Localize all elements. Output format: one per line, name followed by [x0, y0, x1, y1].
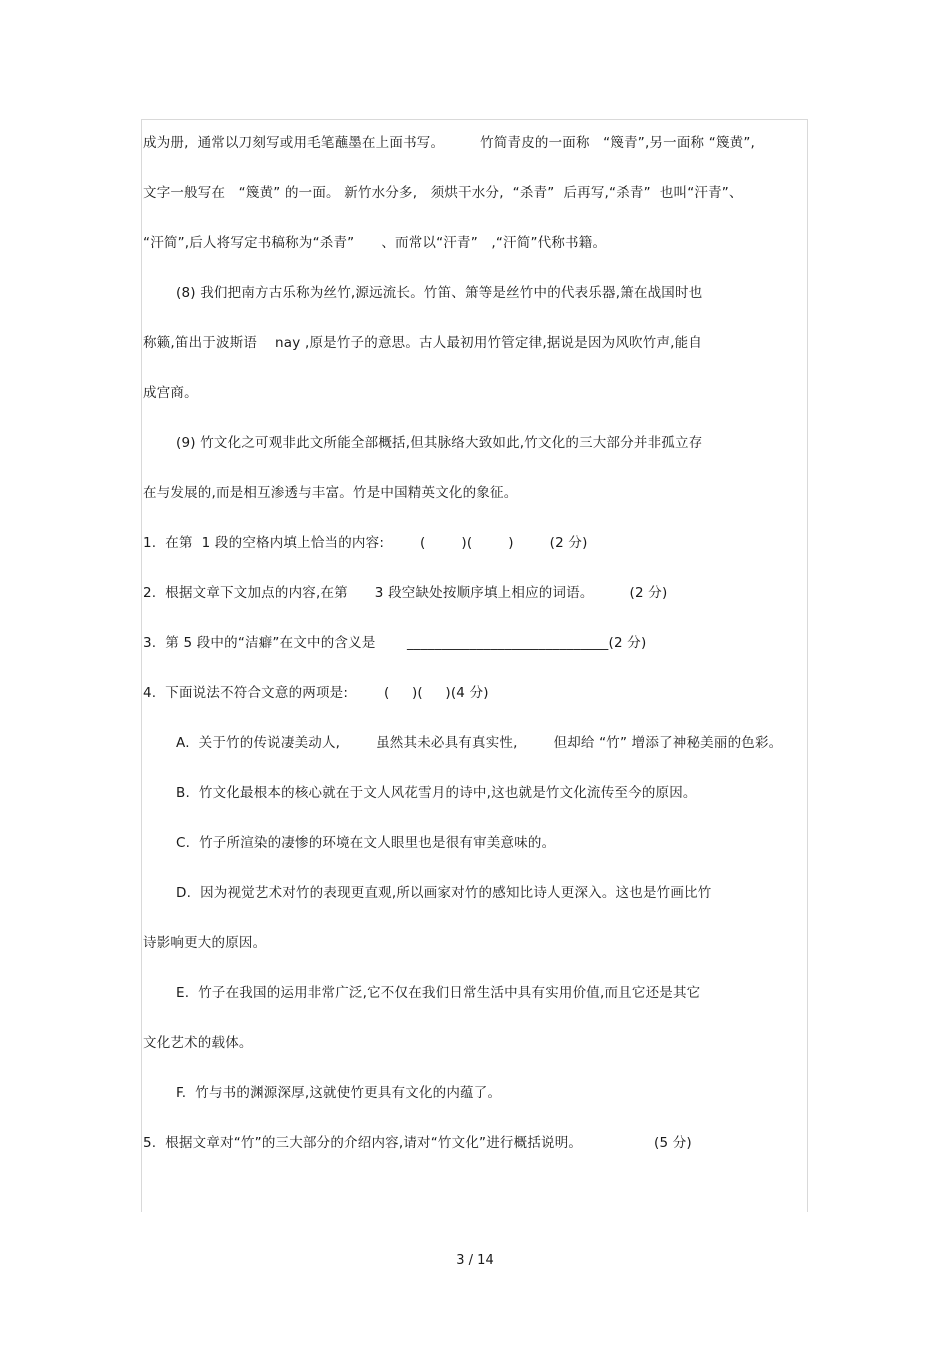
text-line: 成为册, 通常以刀刻写或用毛笔蘸墨在上面书写。 竹简青皮的一面称 “篾青”,另一面称 “篾黄”, [143, 135, 756, 151]
question-1: 1. 在第 1 段的空格内填上恰当的内容: ( )( ) (2 分) [143, 535, 588, 551]
text-line: 文化艺术的载体。 [143, 1035, 253, 1051]
text-line: “汗简”,后人将写定书稿称为“杀青” 、而常以“汗青” ,“汗简”代称书籍。 [143, 235, 607, 251]
text-line: 称籁,笛出于波斯语 nay ,原是竹子的意思。古人最初用竹管定律,据说是因为风吹竹声,能自 [143, 335, 703, 351]
text-line: 文字一般写在 “篾黄” 的一面。 新竹水分多, 须烘干水分, “杀青” 后再写,“杀青” 也叫“汗青”、 [143, 185, 743, 201]
paragraph-9-start: (9) 竹文化之可观非此文所能全部概括,但其脉络大致如此,竹文化的三大部分并非孤立存 [176, 435, 703, 451]
option-e: E. 竹子在我国的运用非常广泛,它不仅在我们日常生活中具有实用价值,而且它还是其它 [176, 985, 701, 1001]
question-2: 2. 根据文章下文加点的内容,在第 3 段空缺处按顺序填上相应的词语。 (2 分) [143, 585, 668, 601]
question-5: 5. 根据文章对“竹”的三大部分的介绍内容,请对“竹文化”进行概括说明。 (5 分) [143, 1135, 692, 1151]
option-a: A. 关于竹的传说凄美动人, 虽然其未必具有真实性, 但却给 “竹” 增添了神秘美丽的色彩。 [176, 735, 783, 751]
option-f: F. 竹与书的渊源深厚,这就使竹更具有文化的内蕴了。 [176, 1085, 502, 1101]
page-number: 3 / 14 [456, 1253, 494, 1268]
option-d: D. 因为视觉艺术对竹的表现更直观,所以画家对竹的感知比诗人更深入。这也是竹画比竹 [176, 885, 712, 901]
text-line: 在与发展的,而是相互渗透与丰富。竹是中国精英文化的象征。 [143, 485, 518, 501]
question-4: 4. 下面说法不符合文意的两项是: ( )( )(4 分) [143, 685, 489, 701]
question-3: 3. 第 5 段中的“洁癖”在文中的含义是 _____________________________(2 分) [143, 635, 647, 651]
paragraph-8-start: (8) 我们把南方古乐称为丝竹,源远流长。竹笛、箫等是丝竹中的代表乐器,箫在战国时也 [176, 285, 703, 301]
text-line: 成宫商。 [143, 385, 198, 401]
option-b: B. 竹文化最根本的核心就在于文人风花雪月的诗中,这也就是竹文化流传至今的原因。 [176, 785, 697, 801]
text-line: 诗影响更大的原因。 [143, 935, 267, 951]
option-c: C. 竹子所渲染的凄惨的环境在文人眼里也是很有审美意味的。 [176, 835, 556, 851]
